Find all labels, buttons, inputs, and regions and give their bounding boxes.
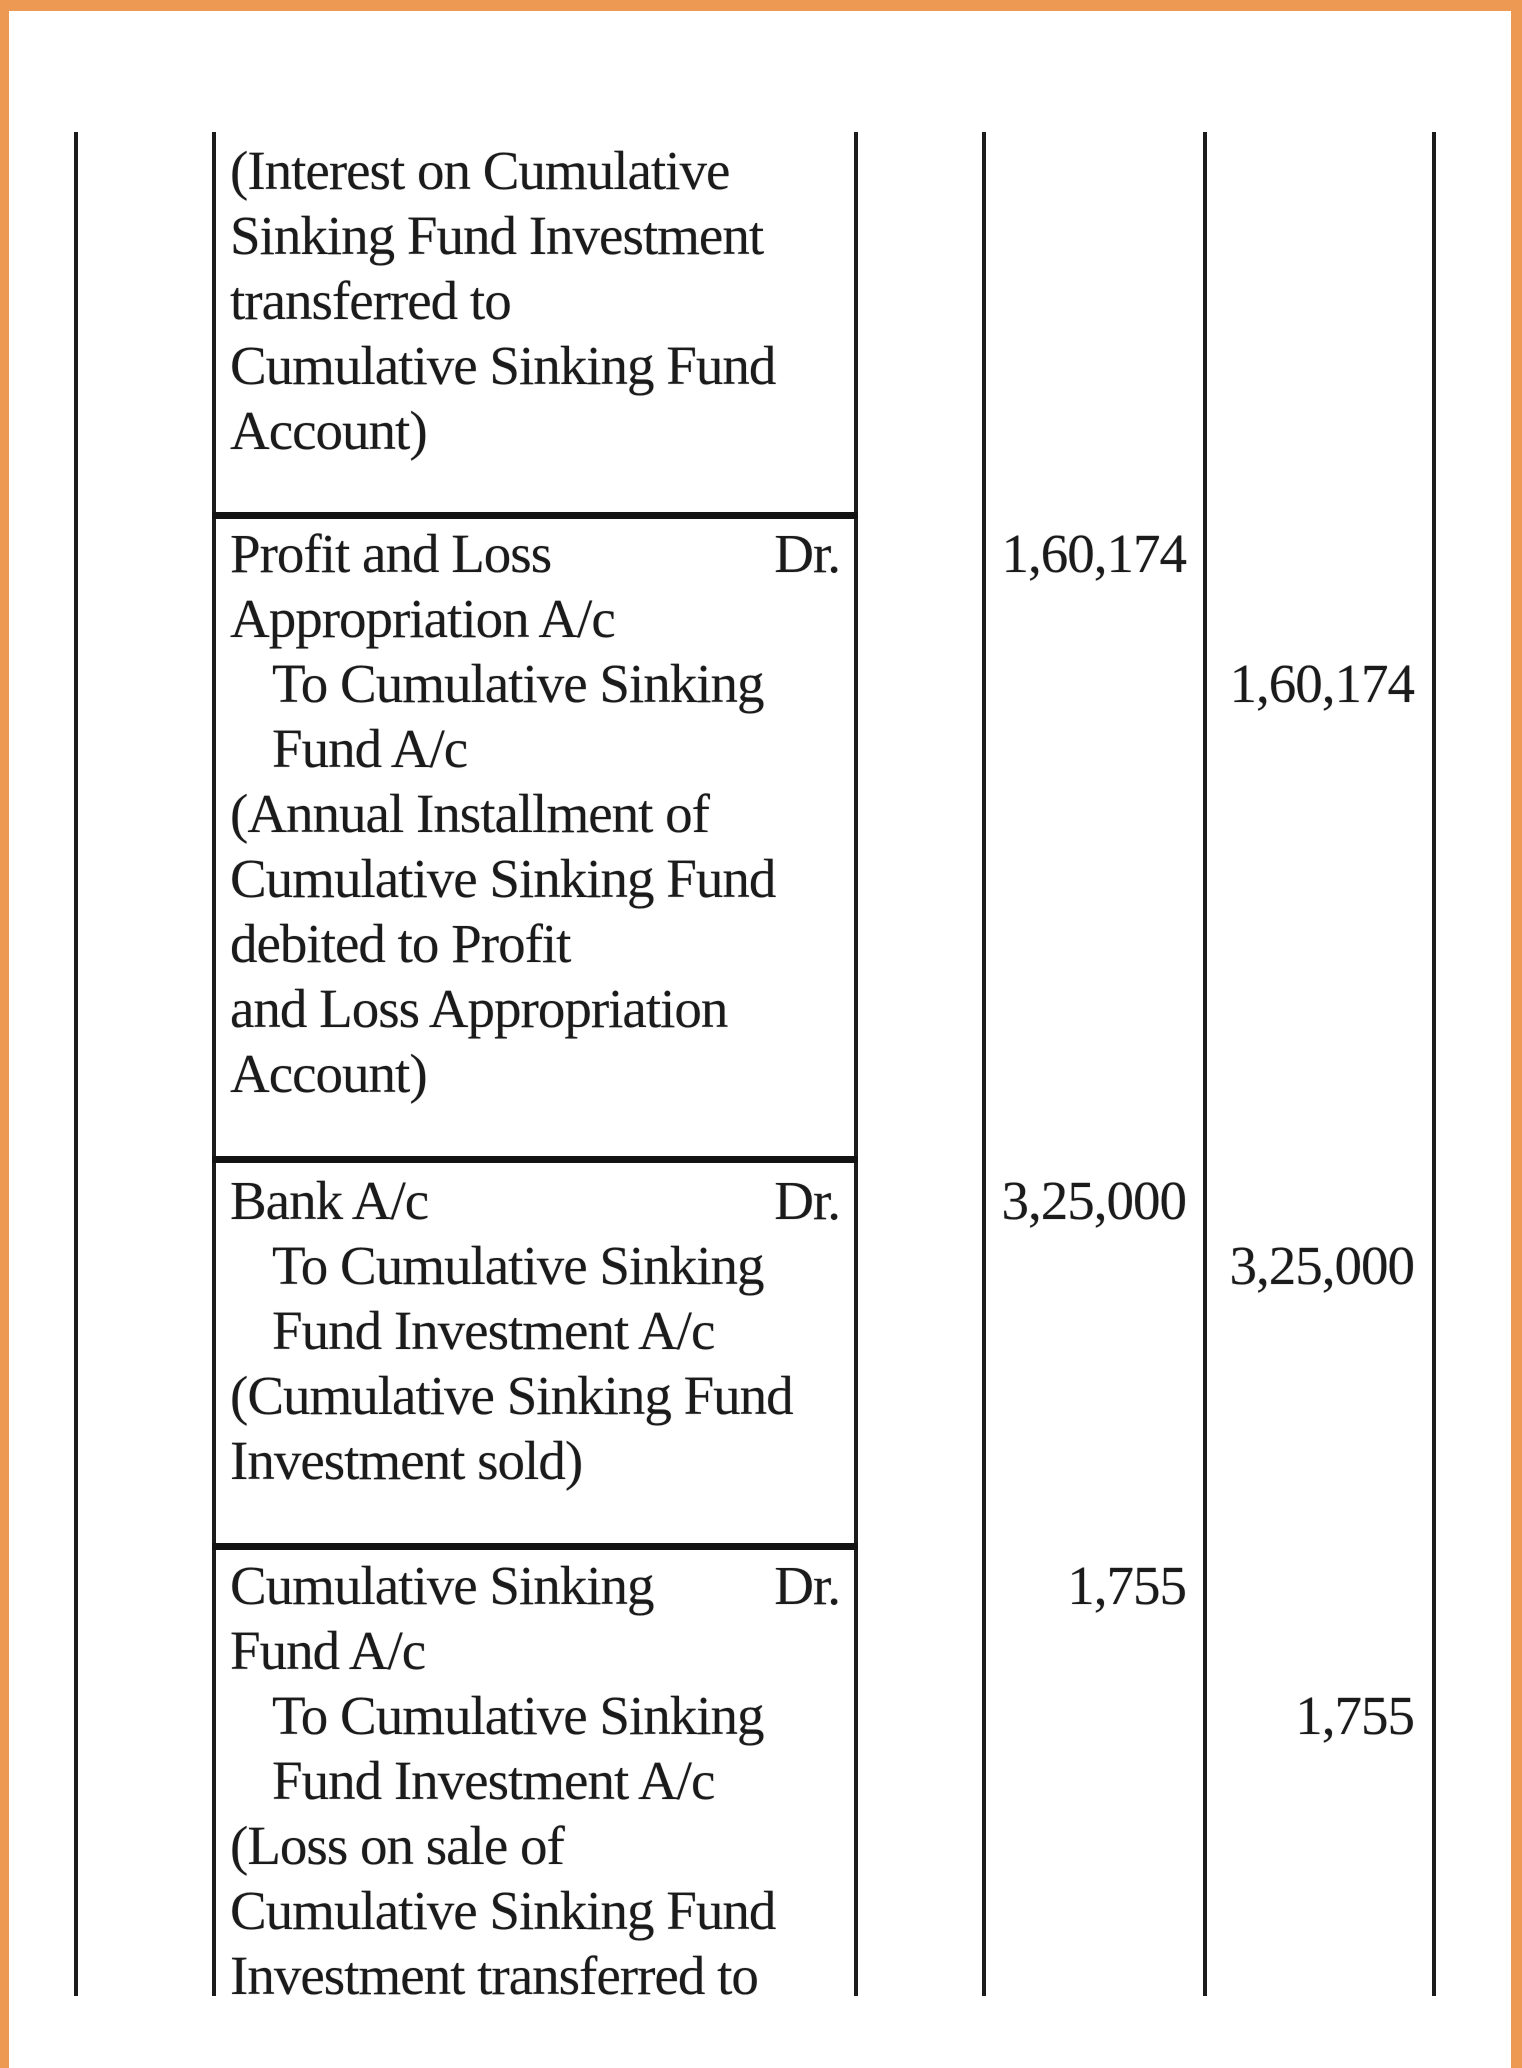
particulars-text: Cumulative Sinking Fund — [230, 1880, 776, 1941]
journal-text-line — [230, 1233, 840, 1298]
journal-text-line — [230, 846, 840, 911]
journal-text-line — [230, 138, 840, 203]
particulars-text: Profit and Loss — [230, 523, 552, 584]
particulars-text: To Cumulative Sinking — [272, 1685, 764, 1746]
particulars-text: Fund Investment A/c — [272, 1300, 715, 1361]
journal-text-line — [230, 586, 840, 651]
journal-text-line — [230, 203, 840, 268]
column-divider-particulars-right — [854, 132, 858, 1996]
debit-amount: 1,755 — [1067, 1555, 1186, 1616]
credit-amount: 3,25,000 — [1229, 1235, 1414, 1296]
journal-text-line — [230, 1041, 840, 1106]
particulars-text: Bank A/c — [230, 1170, 429, 1231]
journal-text-line — [230, 1878, 840, 1943]
journal-text-line — [230, 911, 840, 976]
journal-text-line — [230, 521, 840, 586]
particulars-text: Appropriation A/c — [230, 588, 615, 649]
journal-text-line — [230, 716, 840, 781]
scan-border-top — [0, 0, 1522, 11]
journal-text-line — [230, 1683, 840, 1748]
particulars-text: (Cumulative Sinking Fund — [230, 1365, 793, 1426]
particulars-text: (Annual Installment of — [230, 783, 709, 844]
journal-text-line — [230, 781, 840, 846]
journal-text-line — [230, 333, 840, 398]
journal-text-line — [230, 1428, 840, 1493]
dr-label: Dr. — [774, 523, 840, 584]
particulars-text: debited to Profit — [230, 913, 571, 974]
particulars-text: To Cumulative Sinking — [272, 1235, 764, 1296]
entry-separator — [212, 512, 858, 519]
journal-entry-particulars — [230, 1168, 840, 1493]
particulars-text: (Loss on sale of — [230, 1815, 564, 1876]
particulars-text: (Interest on Cumulative — [230, 140, 730, 201]
journal-text-line — [230, 1168, 840, 1233]
particulars-text: Account) — [230, 400, 427, 461]
journal-text-line — [230, 976, 840, 1041]
credit-amount: 1,755 — [1295, 1685, 1414, 1746]
journal-text-line — [230, 268, 840, 333]
column-divider-lf — [982, 132, 986, 1996]
particulars-text: and Loss Appropriation — [230, 978, 728, 1039]
column-divider-date — [74, 132, 78, 1996]
particulars-text: transferred to — [230, 270, 511, 331]
journal-text-line — [230, 1748, 840, 1813]
journal-text-line — [230, 1813, 840, 1878]
debit-amount: 1,60,174 — [1001, 523, 1186, 584]
entry-separator — [212, 1156, 858, 1163]
journal-entry-narration — [230, 138, 840, 463]
particulars-text: Investment transferred to — [230, 1945, 758, 2006]
particulars-text: Fund Investment A/c — [272, 1750, 715, 1811]
entry-separator — [212, 1543, 858, 1550]
journal-text-line — [230, 651, 840, 716]
scan-border-left — [0, 0, 9, 2068]
dr-label: Dr. — [774, 1555, 840, 1616]
particulars-text: Account) — [230, 1043, 427, 1104]
particulars-text: Fund A/c — [272, 718, 468, 779]
journal-text-line — [230, 1298, 840, 1363]
credit-amount: 1,60,174 — [1229, 653, 1414, 714]
journal-entry-particulars — [230, 1553, 840, 2008]
particulars-text: Sinking Fund Investment — [230, 205, 764, 266]
particulars-text: Cumulative Sinking Fund — [230, 335, 776, 396]
journal-text-line — [230, 1943, 840, 2008]
column-divider-credit — [1432, 132, 1436, 1996]
journal-text-line — [230, 398, 840, 463]
dr-label: Dr. — [774, 1170, 840, 1231]
particulars-text: Cumulative Sinking — [230, 1555, 654, 1616]
particulars-text: Cumulative Sinking Fund — [230, 848, 776, 909]
column-divider-particulars-left — [212, 132, 216, 1996]
journal-entry-particulars — [230, 521, 840, 1106]
journal-text-line — [230, 1363, 840, 1428]
particulars-text: Fund A/c — [230, 1620, 426, 1681]
journal-text-line — [230, 1618, 840, 1683]
debit-amount: 3,25,000 — [1001, 1170, 1186, 1231]
scan-border-right — [1511, 0, 1522, 2068]
particulars-text: Investment sold) — [230, 1430, 583, 1491]
journal-text-line — [230, 1553, 840, 1618]
particulars-text: To Cumulative Sinking — [272, 653, 764, 714]
